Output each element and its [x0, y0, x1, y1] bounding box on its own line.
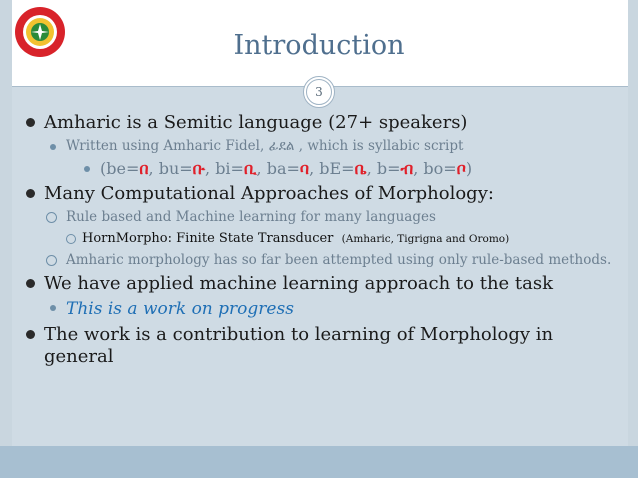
bullet-level1-approaches: [22, 183, 612, 205]
bullet-dot-icon: [50, 305, 56, 311]
fidel-glyph: ቤ: [354, 159, 367, 178]
bullet-note: (Amharic, Tigrigna and Oromo): [341, 233, 510, 245]
bullet-level2-fidel: [22, 138, 612, 155]
bullet-level2-rule-based: [22, 252, 612, 269]
hollow-bullet-icon: [66, 234, 76, 244]
bullet-text: Rule based and Machine learning for many languages: [66, 209, 436, 225]
fidel-glyph: ቡ: [192, 159, 206, 178]
fidel-glyph: ብ: [400, 159, 414, 178]
bullet-dot-icon: [84, 166, 90, 172]
bullet-level1-ml-approach: [22, 273, 612, 295]
bullet-text: The work is a contribution to learning of Morphology in general: [44, 324, 554, 367]
fidel-glyph: በ: [139, 159, 149, 178]
syllable-text: , bi=: [205, 159, 244, 178]
bullet-text: This is a work on progress: [66, 299, 294, 319]
bullet-text: We have applied machine learning approach to the task: [44, 273, 554, 294]
syllable-text: , bE=: [309, 159, 355, 178]
page-number-badge: [303, 76, 335, 108]
bullet-level3-hornmorpho: [22, 230, 612, 248]
syllable-text: , bu=: [148, 159, 193, 178]
slide-title: Introduction: [233, 30, 405, 61]
left-decor-strip: [0, 0, 12, 478]
syllable-text: , b=: [366, 159, 401, 178]
bullet-level2-rule-ml: [22, 209, 612, 226]
syllable-text: ): [465, 159, 473, 178]
bullet-dot-icon: [26, 118, 35, 127]
bullet-dot-icon: [26, 189, 35, 198]
bullet-level1-contribution: [22, 324, 612, 368]
bullet-text: Amharic morphology has so far been attempted using only rule-based methods.: [66, 252, 612, 268]
syllable-text: , ba=: [256, 159, 300, 178]
bullet-level2-progress: [22, 299, 612, 320]
syllable-text: , bo=: [413, 159, 457, 178]
bullet-text: Many Computational Approaches of Morphology:: [44, 183, 494, 204]
fidel-glyph: ቦ: [456, 159, 466, 178]
bullet-dot-icon: [26, 279, 35, 288]
bullet-text: Written using Amharic Fidel, ፊደል , which is syllabic script: [66, 138, 464, 154]
hollow-bullet-icon: [46, 212, 57, 223]
bullet-text: Amharic is a Semitic language (27+ speakers): [44, 112, 468, 133]
right-decor-strip: [628, 0, 638, 478]
bullet-dot-icon: [50, 144, 56, 150]
bullet-dot-icon: [26, 330, 35, 339]
bullet-list: [22, 112, 612, 372]
bullet-level1-amharic: [22, 112, 612, 134]
page-number: 3: [306, 79, 332, 105]
bullet-text: HornMorpho: Finite State Transducer: [82, 231, 334, 246]
hollow-bullet-icon: [46, 255, 57, 266]
fidel-glyph: ቢ: [243, 159, 257, 178]
syllable-text: (be=: [100, 159, 140, 178]
footer-band: [0, 446, 638, 478]
bullet-level3-syllables: [22, 159, 612, 179]
fidel-glyph: ባ: [299, 159, 310, 178]
